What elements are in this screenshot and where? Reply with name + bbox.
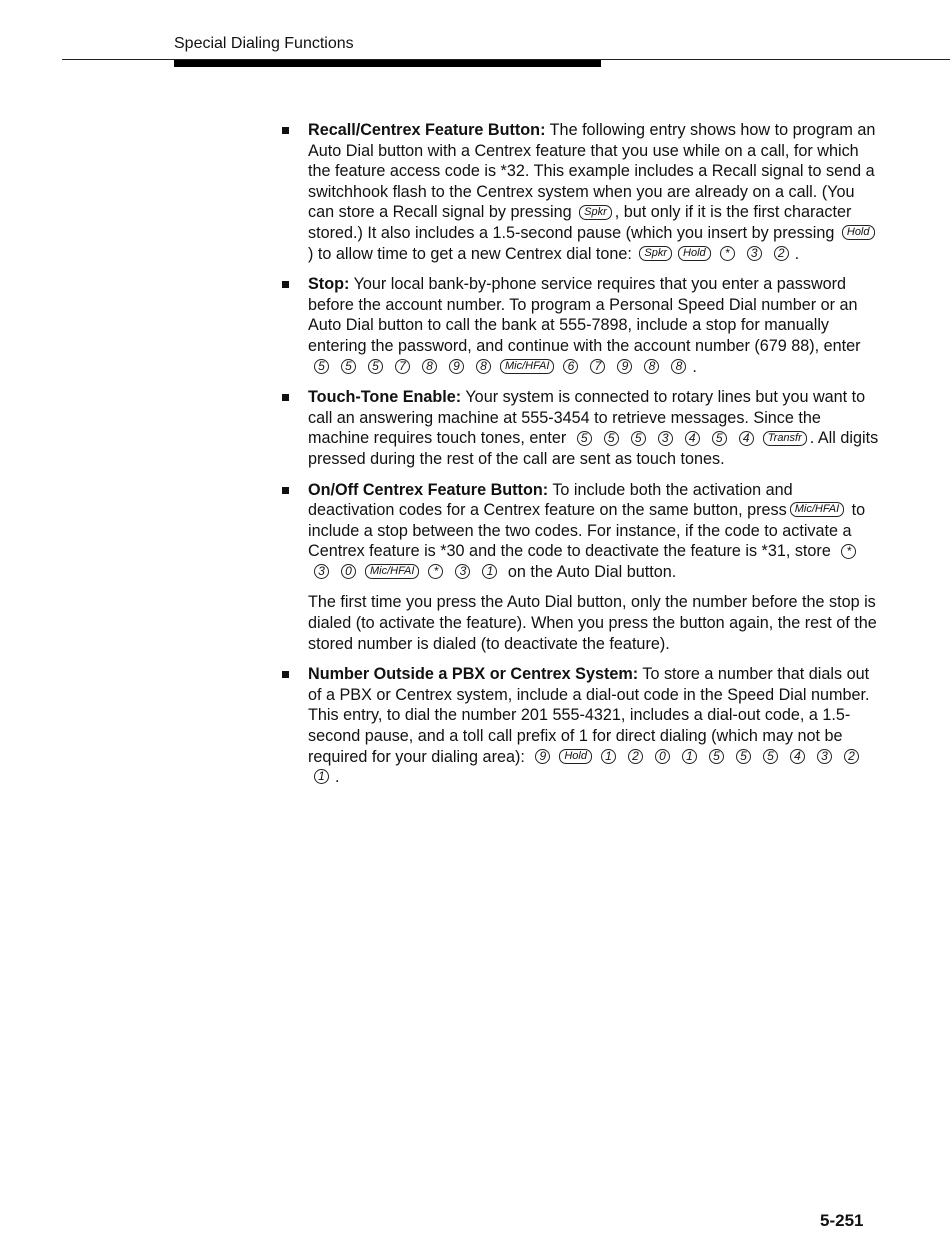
bullet-icon [282,394,289,401]
key-icon: 3 [817,749,832,764]
key-icon: 4 [739,431,754,446]
key-icon: 8 [476,359,491,374]
item-text: on the Auto Dial button. [503,562,677,581]
bullet-icon [282,281,289,288]
key-icon: * [841,544,856,559]
key-icon: 7 [590,359,605,374]
item-text: To include both the activation and deactivation codes for a Centrex feature on the same button, press [308,480,793,520]
item-text: Your system is connected to rotary lines but you want to call an answering machine at 555-3454 to retrieve messages. Since the machine requires touch tones, enter [308,388,866,448]
key-icon: 3 [314,564,329,579]
item-text: to include a stop between the two codes. For instance, if the code to activate a Centrex feature is *30 and the code to deactivate the feature is *31, store [308,501,866,561]
key-icon: 8 [671,359,686,374]
key-icon: Mic/HFAI [500,359,554,374]
key-icon: 2 [774,246,789,261]
bullet-icon [282,127,289,134]
item-text: ) to allow time to get a new Centrex dial tone: [308,244,637,263]
key-icon: * [720,246,735,261]
key-icon: Mic/HFAI [365,564,419,579]
key-icon: 1 [682,749,697,764]
key-icon: 9 [535,749,550,764]
key-icon: 6 [563,359,578,374]
key-sequence [636,245,794,263]
header-accent-bar [174,60,601,67]
main-content [280,120,880,798]
item-term: On/Off Centrex Feature Button: [308,480,549,499]
item-text: The following entry shows how to program an Auto Dial button with a Centrex feature that you use while on a call, for which the feature access code is *32. This example includes a Recall signal to send a switchhook flash to the Centrex system when you are already on a call. (You can store a Recall signal by pressing [308,121,876,222]
list-item-outside-pbx [280,664,880,788]
key-icon: 5 [341,359,356,374]
item-text: Your local bank-by-phone service requires that you enter a password before the account number. To program a Personal Speed Dial number or an Auto Dial button to call the bank at 555-7898, include a stop for manually entering the password, and continue with the account number (679 88), enter [308,275,861,355]
key-icon: * [428,564,443,579]
key-icon: 0 [655,749,670,764]
key-icon: Hold [559,749,592,764]
item-text: . [794,244,800,263]
key-sequence [571,429,810,447]
key-icon: 3 [658,431,673,446]
key-icon: 1 [314,769,329,784]
key-sequence [308,358,692,376]
list-item-stop [280,274,880,377]
key-icon: 5 [709,749,724,764]
key-icon: 5 [631,431,646,446]
key-icon: 5 [368,359,383,374]
key-icon: 3 [455,564,470,579]
item-text: . All digits pressed during the rest of the call are sent as touch tones. [308,429,879,468]
key-icon: Spkr [579,205,612,220]
list-item-touch-tone [280,387,880,469]
key-icon: 5 [736,749,751,764]
key-icon: 9 [449,359,464,374]
bullet-icon [282,487,289,494]
key-icon: Hold [842,225,875,240]
key-icon: 5 [604,431,619,446]
key-icon: Spkr [639,246,672,261]
item-text: . [692,357,697,376]
key-icon: 5 [763,749,778,764]
key-icon: 5 [577,431,592,446]
running-head: Special Dialing Functions [174,35,354,52]
item-term: Recall/Centrex Feature Button: [308,121,546,139]
key-icon: 9 [617,359,632,374]
list-item-on-off [280,480,880,583]
item-text: To store a number that dials out of a PBX or Centrex system, include a dial-out code in the Speed Dial number. This entry, to dial the number 201 555-4321, includes a dial-out code, a 1.5-second pause, and a toll call prefix of 1 for direct dialing (which may not be required for your dialing area): [308,665,870,766]
follow-up-paragraph: The first time you press the Auto Dial button, only the number before the stop is dialed (to activate the feature). When you press the button again, the rest of the stored number is dialed (to deactivate the feature). [308,593,877,653]
key-icon: 7 [395,359,410,374]
item-text: , but only if it is the first character stored.) It also includes a 1.5-second pause (which you insert by pressing [308,203,852,242]
item-term: Number Outside a PBX or Centrex System: [308,665,639,684]
key-icon: Hold [678,246,711,261]
key-icon: 5 [712,431,727,446]
item-term: Stop: [308,275,350,294]
key-icon: 2 [628,749,643,764]
key-icon: 1 [601,749,616,764]
bullet-icon [282,671,289,678]
key-icon: 1 [482,564,497,579]
key-icon: 0 [341,564,356,579]
key-icon: 3 [747,246,762,261]
list-item-recall [280,120,880,264]
item-term: Touch-Tone Enable: [308,388,462,407]
key-icon: 5 [314,359,329,374]
key-icon: 8 [422,359,437,374]
key-icon: 8 [644,359,659,374]
page-number: 5-251 [820,1211,864,1230]
key-icon: 4 [685,431,700,446]
item-text: . [335,768,340,787]
key-icon: 4 [790,749,805,764]
key-icon: Transfr [763,431,807,446]
key-icon: Mic/HFAI [790,502,844,517]
key-icon: 2 [844,749,859,764]
